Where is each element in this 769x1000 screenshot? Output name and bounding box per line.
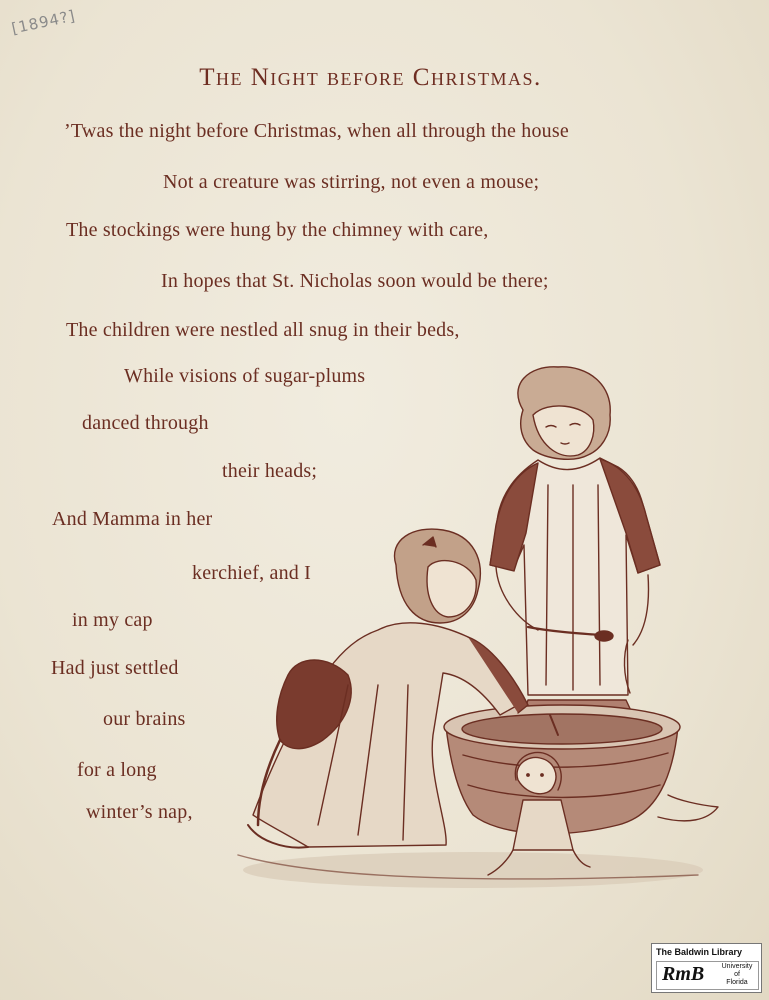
library-name: The Baldwin Library bbox=[656, 947, 743, 957]
baldwin-library-label bbox=[651, 943, 762, 993]
poem-line-3: The stockings were hung by the chimney with care, bbox=[66, 219, 489, 241]
poem-line-9: And Mamma in her bbox=[52, 508, 213, 530]
rmb-monogram: RmB bbox=[662, 963, 705, 985]
poem-line-14: for a long bbox=[77, 759, 157, 781]
poem-line-11: in my cap bbox=[72, 609, 153, 631]
library-stamp-box bbox=[656, 961, 759, 990]
poem-line-15: winter’s nap, bbox=[86, 801, 193, 823]
poem-line-8: their heads; bbox=[222, 460, 318, 482]
poem-line-6: While visions of sugar-plums bbox=[124, 365, 366, 387]
poem-line-10: kerchief, and I bbox=[192, 562, 312, 584]
poem-line-4: In hopes that St. Nicholas soon would be there; bbox=[161, 270, 549, 292]
poem-line-5: The children were nestled all snug in their beds, bbox=[66, 319, 460, 341]
poem-line-13: our brains bbox=[103, 708, 186, 730]
poem-line-7: danced through bbox=[82, 412, 209, 434]
poem-line-1: ’Twas the night before Christmas, when all through the house bbox=[64, 120, 569, 142]
poem-line-2: Not a creature was stirring, not even a mouse; bbox=[163, 171, 540, 193]
poem-title: The Night before Christmas. bbox=[199, 64, 542, 91]
two-girls-washtub-doll-illustration bbox=[228, 355, 728, 900]
pencil-date-annotation: [1894?] bbox=[10, 6, 78, 38]
university-name: University of Florida bbox=[721, 963, 753, 986]
poem-line-12: Had just settled bbox=[51, 657, 179, 679]
